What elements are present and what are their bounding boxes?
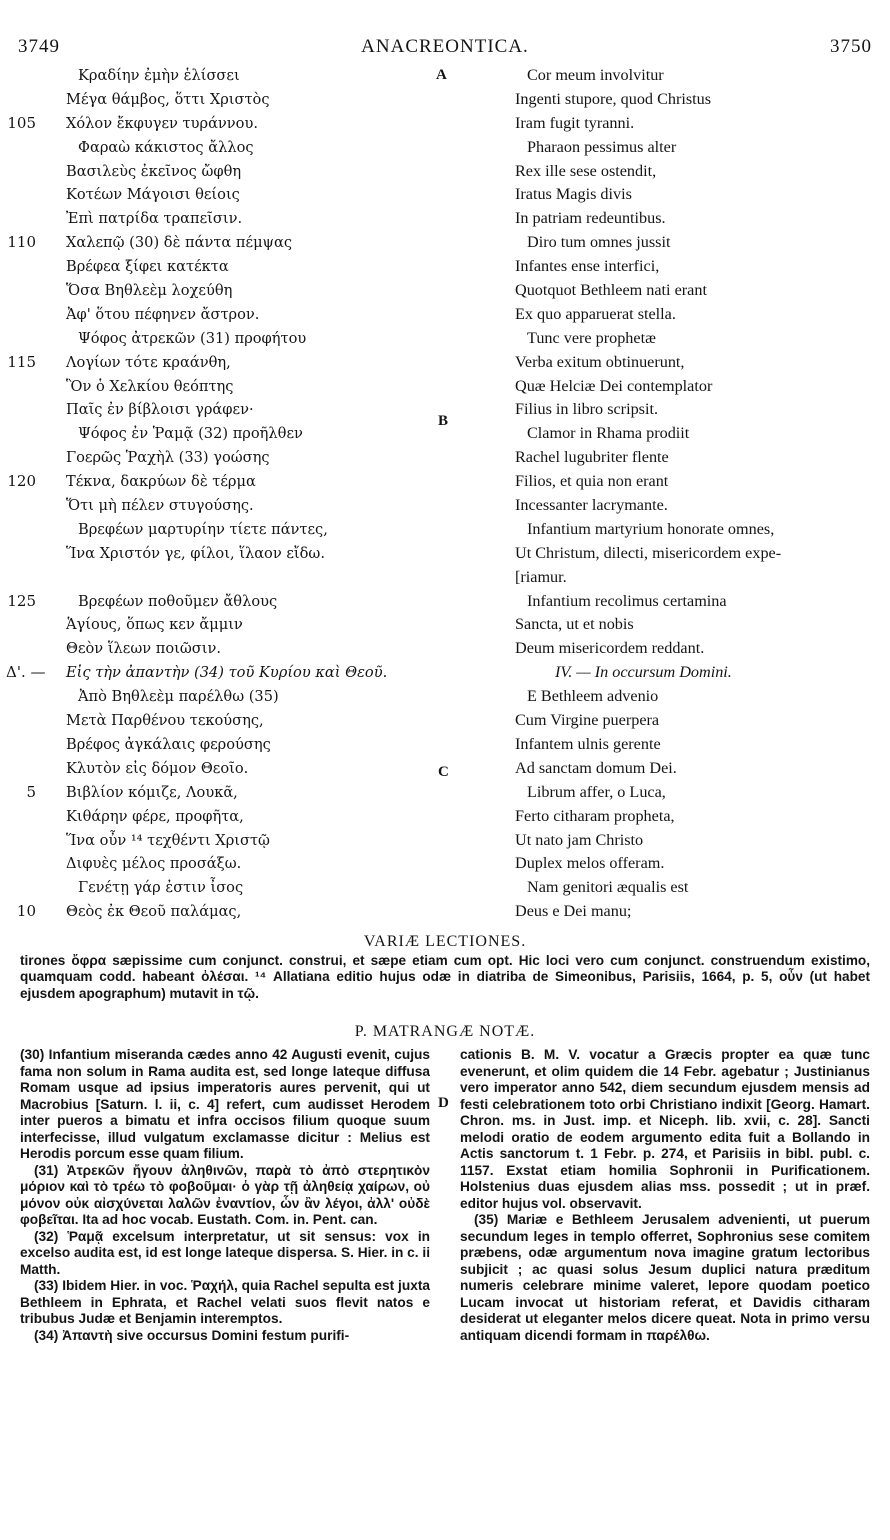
latin-verse-line <box>515 351 880 375</box>
latin-verse-line <box>515 279 880 303</box>
latin-verse-line <box>515 805 880 829</box>
latin-verse-text: E Bethleem advenio <box>527 687 659 706</box>
greek-verse-line <box>0 398 470 422</box>
latin-verse-line <box>515 876 880 900</box>
latin-verse-text: Deus e Dei manu; <box>515 902 632 921</box>
greek-verse-text: Βρεφέων μαρτυρίην τίετε πάντες, <box>78 520 328 538</box>
greek-verse-line <box>0 852 470 876</box>
greek-verse-line <box>0 518 470 542</box>
greek-verse-line <box>0 829 470 853</box>
latin-verse-text: Incessanter lacrymante. <box>515 496 668 515</box>
latin-verse-text: Diro tum omnes jussit <box>527 233 671 252</box>
latin-verse-text: Ex quo apparuerat stella. <box>515 304 676 323</box>
latin-verse-line <box>515 327 880 351</box>
latin-verse-text: Sancta, ut et nobis <box>515 615 634 634</box>
latin-verse-text: Verba exitum obtinuerunt, <box>515 352 685 371</box>
latin-verse-text: Ut nato jam Christo <box>515 830 644 849</box>
latin-verse-text: Tunc vere prophetæ <box>527 328 656 347</box>
latin-verse-line <box>515 183 880 207</box>
greek-verse-text: Χόλον ἔκφυγεν τυράννου. <box>66 114 258 132</box>
greek-verse-text: Θεὸν ἵλεων ποιῶσιν. <box>66 640 221 658</box>
note-paragraph: (35) Mariæ e Bethleem Jerusalem advenienti, ut puerum secundum leges in templo offerret, Sophronius sese comitem præbens, odæ argumentum nova imagine gratum lectoribus subjicit ; ac quasi solus Jesum duplici natura præditum numeris celebrare minime valeret, lepore quodam poetico Lucam invocat ut historiam referat, et Davidis citharam desiderat ut eleganter melos dicere queat. Nota in primo versu antiquam dicendi formam in παρέλθω. <box>460 1212 870 1343</box>
verse-number: 105 <box>7 113 36 132</box>
latin-verse-text: Filios, et quia non erant <box>515 472 669 491</box>
latin-verse-text: Pharaon pessimus alter <box>527 137 677 156</box>
greek-verse-text: Κλυτὸν εἰς δόμον Θεοῖο. <box>66 759 249 777</box>
greek-verse-column <box>0 64 470 924</box>
notes-right-column <box>460 1047 870 1344</box>
note-paragraph: (30) Infantium miseranda cædes anno 42 Augusti evenit, cujus fama non solum in Rama audita est, sed longe lateque diffusa Romam usque ad ipsius imperatoris aures pervenit, qui ut Macrobius [Saturn. l. ii, c. 4] refert, cum audisset Herodem inter pueros a bimatu et infra occisos filium quoque suum interfecisse, illud vulgatum exclamasse dicitur : Melius est Herodis porcum esse quam filium. <box>20 1047 430 1161</box>
greek-verse-line <box>0 422 470 446</box>
greek-verse-line <box>0 590 470 614</box>
latin-verse-line <box>515 900 880 924</box>
greek-verse-line <box>0 661 470 685</box>
greek-verse-text: Χαλεπῷ (30) δὲ πάντα πέμψας <box>66 234 293 252</box>
greek-verse-text: Ψόφος ἀτρεκῶν (31) προφήτου <box>78 329 307 347</box>
verse-number: 120 <box>7 472 36 491</box>
greek-verse-text: Μέγα θάμβος, ὅττι Χριστὸς <box>66 90 270 108</box>
latin-verse-text: Clamor in Rhama prodiit <box>527 424 690 443</box>
greek-verse-text: Γοερῶς Ῥαχὴλ (33) γοώσης <box>66 449 270 467</box>
variae-lectiones-body: tirones ὄφρα sæpissime cum conjunct. construi, et sæpe etiam cum opt. Hic loci vero cum conjunct. construendum existimo, quamquam codd. habeant ὀλέσαι. ¹⁴ Allatiana editio hujus odæ in diatriba de Simeonibus, Parisiis, 1664, p. 5, οὖν (ut habet ejusdem apographum) mutavit in τῷ. <box>20 953 870 1001</box>
greek-verse-line <box>0 446 470 470</box>
latin-verse-line <box>515 446 880 470</box>
latin-verse-text: Infantem ulnis gerente <box>515 734 661 753</box>
greek-verse-line <box>0 781 470 805</box>
latin-verse-column <box>515 64 880 924</box>
greek-verse-text: Φαραὼ κάκιστος ἄλλος <box>78 138 254 156</box>
latin-verse-line <box>515 112 880 136</box>
greek-verse-text: Λογίων τότε κραάνθη, <box>66 353 231 371</box>
greek-verse-text: Ἀπὸ Βηθλεὲμ παρέλθω (35) <box>78 688 279 706</box>
greek-verse-text: Θεὸς ἐκ Θεοῦ παλάμας, <box>66 903 242 921</box>
greek-verse-text: Βρεφέων ποθοῦμεν ἄθλους <box>78 592 278 610</box>
latin-verse-line <box>515 566 880 590</box>
greek-verse-text: Ὃν ὁ Χελκίου θεόπτης <box>66 377 234 395</box>
greek-verse-line <box>0 709 470 733</box>
latin-verse-text: Iratus Magis divis <box>515 185 632 204</box>
latin-verse-text: Infantes ense interfici, <box>515 257 660 276</box>
column-marker-b: B <box>438 413 449 429</box>
latin-verse-text: Iram fugit tyranni. <box>515 113 635 132</box>
notes-left-column <box>20 1047 430 1344</box>
latin-verse-text: Deum misericordem reddant. <box>515 639 705 658</box>
latin-verse-line <box>515 375 880 399</box>
verse-number: Δ'. — <box>6 663 46 682</box>
latin-verse-text: Rachel lugubriter flente <box>515 448 669 467</box>
page-number-right: 3750 <box>830 36 872 57</box>
latin-verse-line <box>515 709 880 733</box>
greek-verse-line <box>0 160 470 184</box>
greek-verse-line <box>0 327 470 351</box>
latin-verse-text: Ad sanctam domum Dei. <box>515 758 677 777</box>
greek-verse-text: Ἁγίους, ὅπως κεν ἄμμιν <box>66 616 243 634</box>
greek-verse-text: Διφυὲς μέλος προσάξω. <box>66 855 242 873</box>
latin-verse-text: Filius in libro scripsit. <box>515 400 659 419</box>
latin-verse-text: Cum Virgine puerpera <box>515 711 660 730</box>
latin-verse-line <box>515 64 880 88</box>
latin-verse-line <box>515 494 880 518</box>
verse-number: 110 <box>7 233 36 252</box>
column-marker-a: A <box>436 67 447 83</box>
greek-verse-line <box>0 637 470 661</box>
variae-lectiones-title: VARIÆ LECTIONES. <box>363 933 527 950</box>
greek-verse-line <box>0 613 470 637</box>
latin-verse-text: Infantium martyrium honorate omnes, <box>527 519 775 538</box>
latin-verse-text: Quotquot Bethleem nati erant <box>515 281 707 300</box>
notes-title: P. MATRANGÆ NOTÆ. <box>354 1023 536 1040</box>
latin-verse-line <box>515 613 880 637</box>
latin-verse-line <box>515 685 880 709</box>
verse-number: 10 <box>16 902 36 921</box>
page-number-left: 3749 <box>18 36 60 57</box>
latin-verse-text: Ferto citharam propheta, <box>515 806 675 825</box>
latin-verse-line <box>515 398 880 422</box>
latin-verse-text: Quæ Helciæ Dei contemplator <box>515 376 713 395</box>
greek-verse-line <box>0 64 470 88</box>
greek-verse-line <box>0 805 470 829</box>
greek-verse-line <box>0 542 470 566</box>
latin-verse-line <box>515 303 880 327</box>
latin-verse-line <box>515 518 880 542</box>
greek-verse-line <box>0 757 470 781</box>
latin-verse-text: Nam genitori æqualis est <box>527 878 689 897</box>
greek-verse-text: Κιθάρην φέρε, προφῆτα, <box>66 807 244 825</box>
greek-verse-line <box>0 279 470 303</box>
verse-number: 115 <box>7 352 36 371</box>
greek-verse-text: Εἰς τὴν ἀπαντὴν (34) τοῦ Κυρίου καὶ Θεοῦ. <box>66 664 388 682</box>
latin-verse-text: In patriam redeuntibus. <box>515 209 666 228</box>
latin-verse-line <box>515 88 880 112</box>
verse-number: 125 <box>7 591 36 610</box>
greek-verse-text: Μετὰ Παρθένου τεκούσης, <box>66 712 264 730</box>
latin-verse-line <box>515 661 880 685</box>
greek-verse-text: Ὅτι μὴ πέλεν στυγούσης. <box>66 497 254 515</box>
greek-verse-text: Τέκνα, δακρύων δὲ τέρμα <box>66 473 256 491</box>
latin-verse-line <box>515 136 880 160</box>
greek-verse-line <box>0 876 470 900</box>
latin-verse-text: Cor meum involvitur <box>527 66 664 84</box>
latin-verse-text: Rex ille sese ostendit, <box>515 161 657 180</box>
greek-verse-text: Βασιλεὺς ἐκεῖνος ὤφθη <box>66 162 242 180</box>
latin-verse-line <box>515 207 880 231</box>
latin-verse-line <box>515 637 880 661</box>
greek-verse-text: Κραδίην ἐμὴν ἑλίσσει <box>78 67 240 84</box>
latin-verse-line <box>515 852 880 876</box>
column-marker-c: C <box>438 764 449 780</box>
greek-verse-text: Ὅσα Βηθλεὲμ λοχεύθη <box>66 282 233 300</box>
greek-verse-line <box>0 231 470 255</box>
greek-verse-line <box>0 351 470 375</box>
greek-verse-text: Ἀφ' ὅτου πέφηνεν ἄστρον. <box>66 305 260 323</box>
note-paragraph: (32) Ῥαμᾷ excelsum interpretatur, ut sit sensus: vox in excelso audita est, id est longe lateque dispersa. S. Hier. in c. ii Matth. <box>20 1228 431 1277</box>
latin-verse-text: Infantium recolimus certamina <box>527 591 727 610</box>
latin-verse-line <box>515 470 880 494</box>
latin-verse-text: [riamur. <box>515 567 567 586</box>
column-marker-d: D <box>438 1095 449 1111</box>
greek-verse-line <box>0 88 470 112</box>
greek-verse-line <box>0 566 470 590</box>
greek-verse-text: Βιβλίον κόμιζε, Λουκᾶ, <box>66 783 238 801</box>
latin-verse-line <box>515 422 880 446</box>
greek-verse-line <box>0 183 470 207</box>
greek-verse-line <box>0 685 470 709</box>
greek-verse-text: Βρέφος ἀγκάλαις φερούσης <box>66 735 271 753</box>
note-paragraph: (31) Ἀτρεκῶν ἤγουν ἀληθινῶν, παρὰ τὸ ἀπὸ στερητικὸν μόριον καὶ τὸ τρέω τὸ φοβοῦμαι· ὁ γὰρ τῇ ἀληθείᾳ χαίρων, οὐ μόνον οὐκ αἰσχύνεται λαλῶν ἐναντίον, ὧν ἂν λέγοι, ἀλλ' οὐδὲ φοβεῖται. Ita ad hoc vocab. Eustath. Com. in. Pent. can. <box>20 1162 430 1227</box>
greek-verse-text: Βρέφεα ξίφει κατέκτα <box>66 258 229 276</box>
latin-verse-text: Librum affer, o Luca, <box>527 782 666 801</box>
greek-verse-text: Παῖς ἐν βίβλοισι γράφεν· <box>66 401 254 419</box>
latin-verse-text: Duplex melos offeram. <box>515 854 665 873</box>
note-paragraph: cationis B. M. V. vocatur a Græcis propter ea quæ tunc evenerunt, et olim quidem die 14 Febr. agebatur ; Justinianus vero imperator anno 542, diem secundum ejusdem mensis ad festi celebrationem toto orbi Christiano indixit [Georg. Hamart. Chron. ms. in Just. imp. et Niceph. lib. xvii, c. 28]. Sancti melodi oratio de eodem argumento edita fuit a Bollando in Actis sanctorum t. 1 Febr. p. 274, et Parisiis in bibl. publ. c. 1157. Exstat etiam homilia Sophronii in Purificationem. Holstenius duas ejusdem alias mss. possedit ; ut in præf. editor hujus vol. observavit. <box>460 1047 870 1211</box>
greek-verse-line <box>0 207 470 231</box>
greek-verse-line <box>0 255 470 279</box>
latin-verse-text: Ingenti stupore, quod Christus <box>515 89 712 108</box>
latin-verse-line <box>515 829 880 853</box>
greek-verse-line <box>0 112 470 136</box>
greek-verse-text: Κοτέων Μάγοισι θείοις <box>66 186 240 204</box>
latin-verse-line <box>515 733 880 757</box>
greek-verse-text: Ἐπὶ πατρίδα τραπεῖσιν. <box>66 210 243 228</box>
greek-verse-line <box>0 494 470 518</box>
latin-verse-line <box>515 255 880 279</box>
verse-number: 5 <box>26 782 36 801</box>
greek-verse-text: Ἵνα Χριστόν γε, φίλοι, ἵλαον εἴδω. <box>66 544 325 562</box>
greek-verse-line <box>0 136 470 160</box>
greek-verse-line <box>0 900 470 924</box>
latin-verse-line <box>515 781 880 805</box>
latin-verse-line <box>515 590 880 614</box>
note-paragraph: (33) Ibidem Hier. in voc. Ῥαχήλ, quia Rachel sepulta est juxta Bethleem in Ephrata, et Rachel velati suos flevit natos e tribubus Judæ et Benjamin interemptos. <box>20 1278 430 1326</box>
latin-verse-text: IV. — In occursum Domini. <box>555 663 732 682</box>
latin-verse-line <box>515 542 880 566</box>
greek-verse-line <box>0 470 470 494</box>
greek-verse-text: Γενέτῃ γάρ ἐστιν ἶσος <box>78 879 244 897</box>
greek-verse-line <box>0 733 470 757</box>
running-title: ANACREONTICA. <box>361 36 529 57</box>
greek-verse-text: Ἵνα οὖν ¹⁴ τεχθέντι Χριστῷ <box>66 831 270 849</box>
latin-verse-text: Ut Christum, dilecti, misericordem expe- <box>515 543 782 562</box>
note-paragraph: (34) Ἀπαντὴ sive occursus Domini festum purifi- <box>34 1327 350 1343</box>
greek-verse-line <box>0 303 470 327</box>
greek-verse-text: Ψόφος ἐν Ῥαμᾷ (32) προῆλθεν <box>78 425 303 443</box>
greek-verse-line <box>0 375 470 399</box>
latin-verse-line <box>515 231 880 255</box>
page-header <box>18 36 872 62</box>
latin-verse-line <box>515 160 880 184</box>
latin-verse-line <box>515 757 880 781</box>
